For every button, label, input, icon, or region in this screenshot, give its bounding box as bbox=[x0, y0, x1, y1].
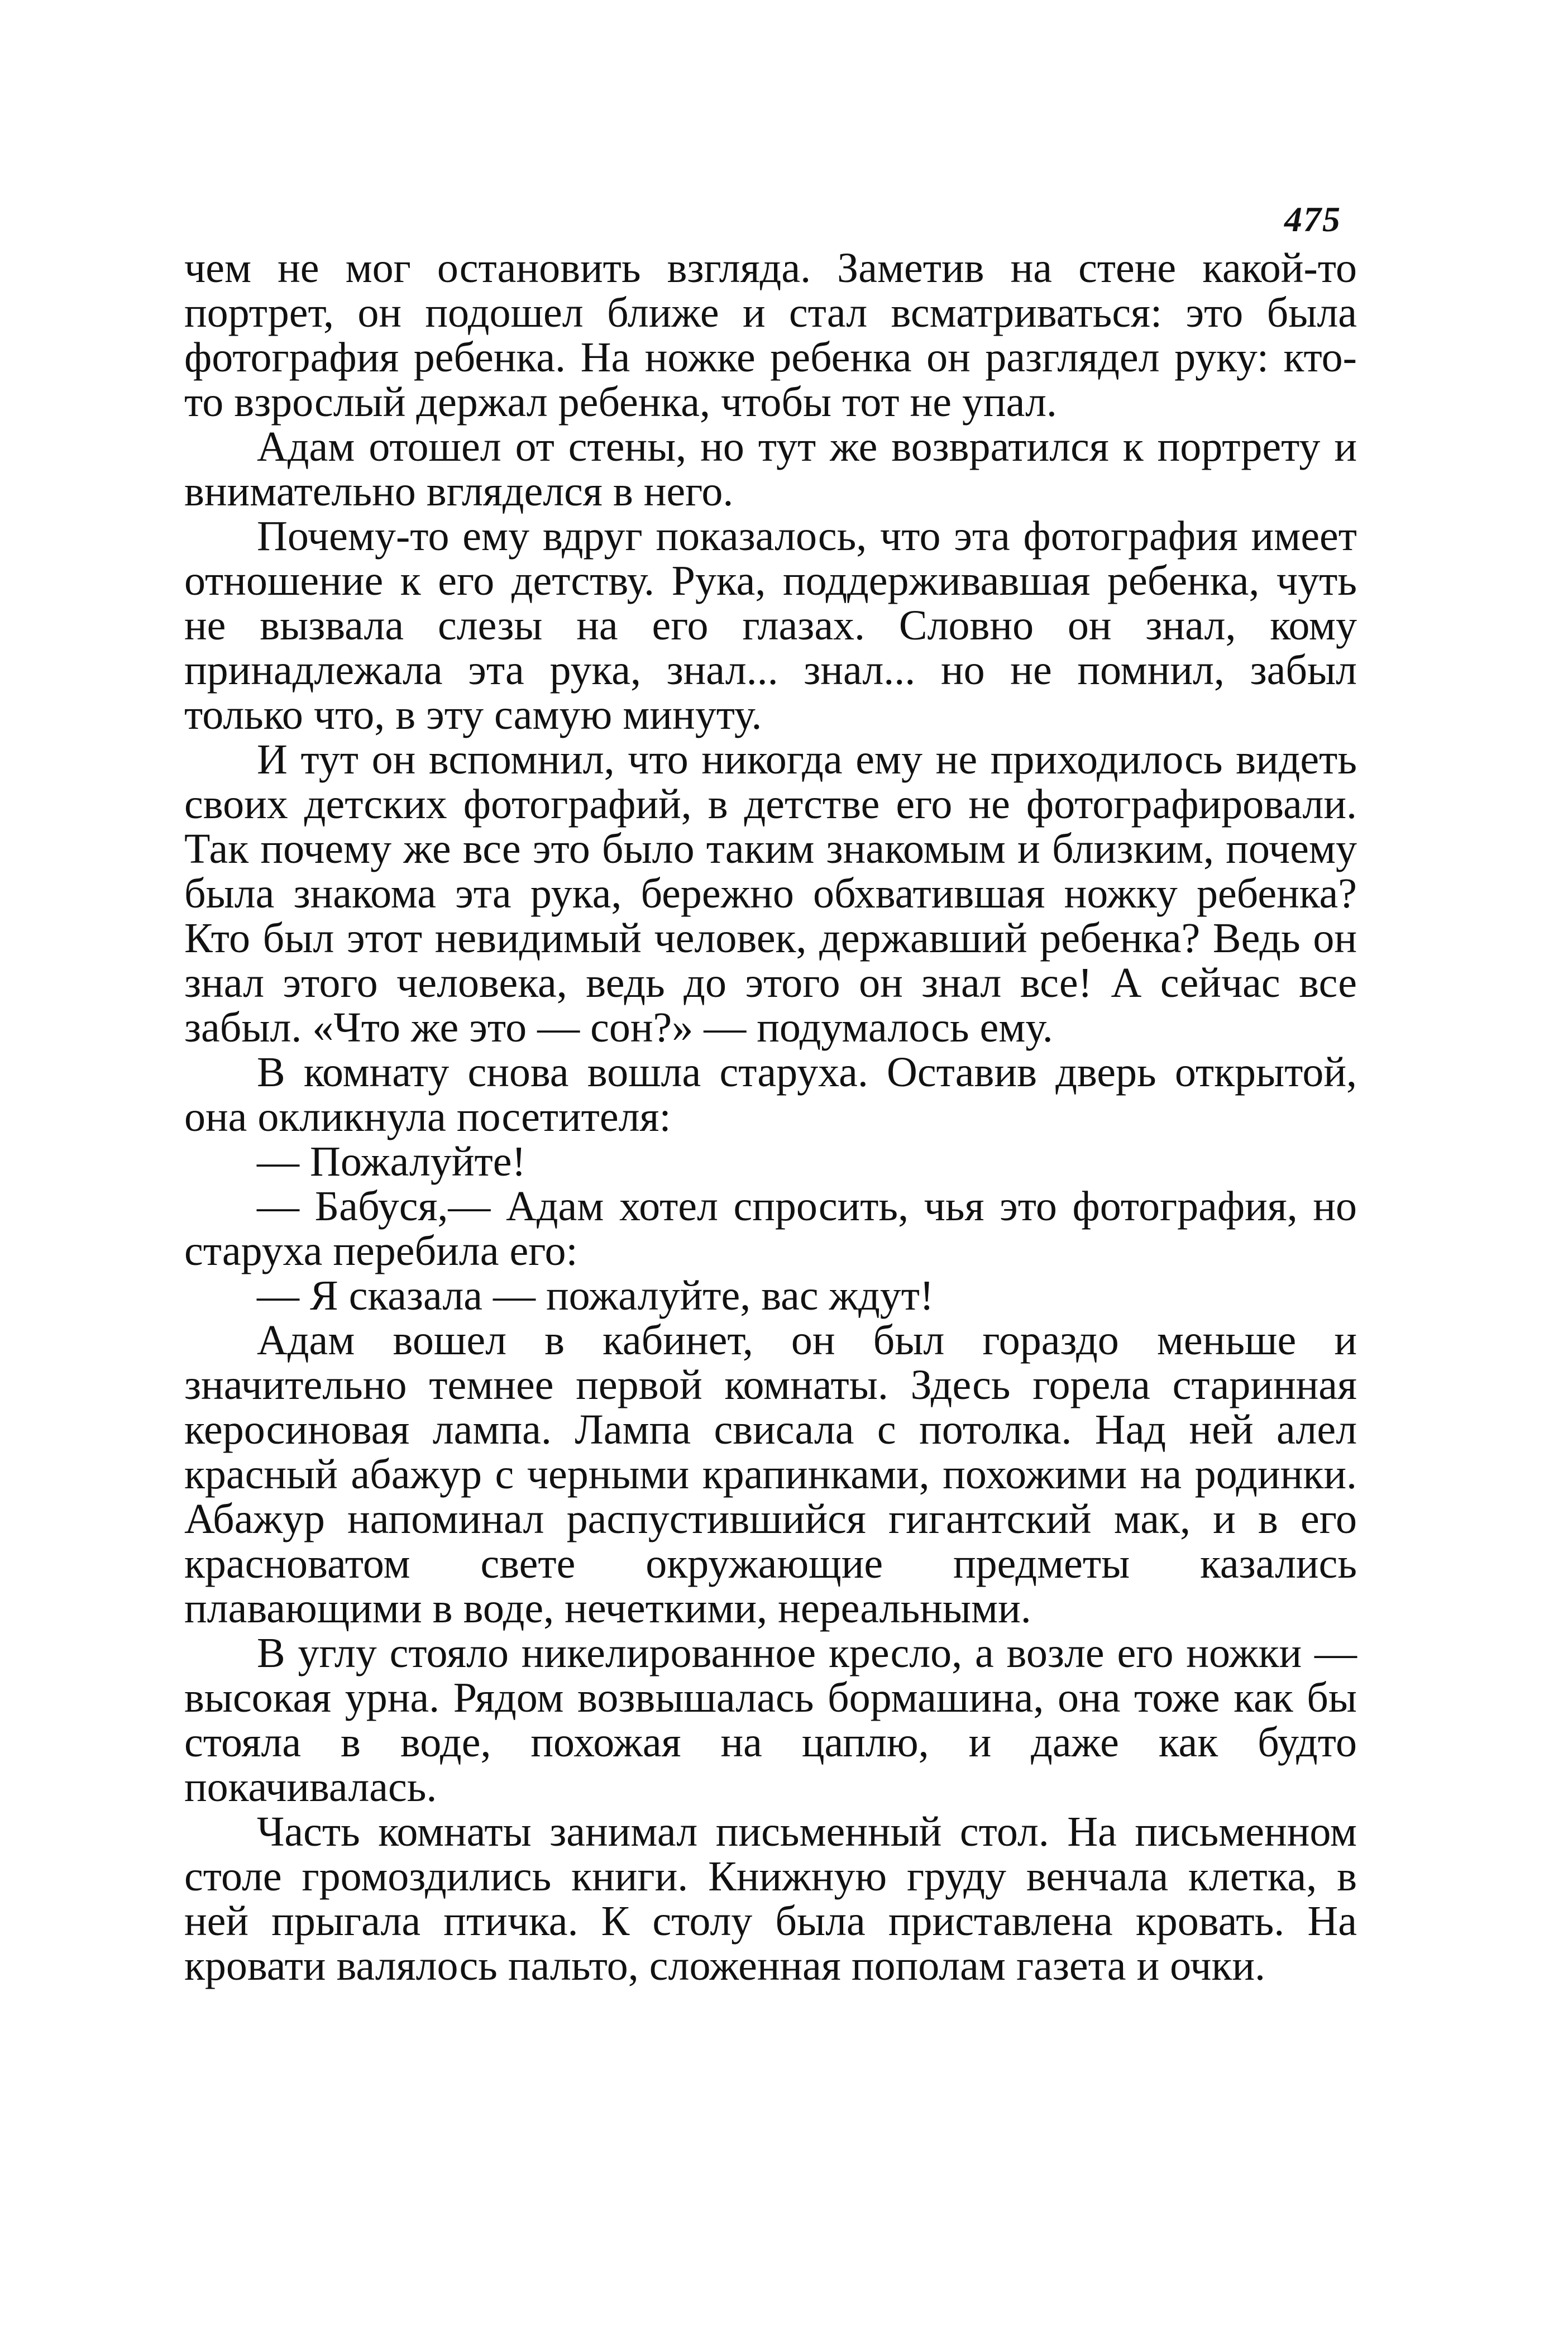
paragraph: Адам вошел в кабинет, он был гораздо меньше и значительно темнее первой комнаты. Здесь горела старинная керосиновая лампа. Лампа свисала с потолка. Над ней алел красный абажур с черными крапинками, похожими на родинки. Абажур напоминал распустившийся гигантский мак, и в его красноватом свете окружающие предметы казались плавающими в воде, нечеткими, нереальными. bbox=[184, 1317, 1357, 1632]
paragraph: И тут он вспомнил, что никогда ему не приходилось видеть своих детских фотографий, в детстве его не фотографировали. Так почему же все это было таким знакомым и близким, почему была знакома эта рука, бережно обхватившая ножку ребенка? Кто был этот невидимый человек, державший ребенка? Ведь он знал этого человека, ведь до этого он знал все! А сейчас все забыл. «Что же это — сон?» — подумалось ему. bbox=[184, 736, 1357, 1051]
paragraph: Почему-то ему вдруг показалось, что эта фотография имеет отношение к его детству. Рука, поддерживавшая ребенка, чуть не вызвала слезы на его глазах. Словно он знал, кому принадлежала эта рука, знал... знал... но не помнил, забыл только что, в эту самую минуту. bbox=[184, 513, 1357, 738]
dialogue-line: — Бабуся,— Адам хотел спросить, чья это фотография, но старуха перебила его: bbox=[184, 1183, 1357, 1274]
paragraph: чем не мог остановить взгляда. Заметив на стене какой-то портрет, он подошел ближе и стал всматриваться: это была фотография ребенка. На ножке ребенка он разглядел руку: кто-то взрослый держал ребенка, чтобы тот не упал. bbox=[184, 245, 1357, 426]
page-number: 475 bbox=[1284, 199, 1341, 239]
paragraph: Часть комнаты занимал письменный стол. На письменном столе громоздились книги. Книжную груду венчала клетка, в ней прыгала птичка. К столу была приставлена кровать. На кровати валялось пальто, сложенная пополам газета и очки. bbox=[184, 1808, 1357, 1989]
paragraph: В углу стояло никелированное кресло, а возле его ножки — высокая урна. Рядом возвышалась бормашина, она тоже как бы стояла в воде, похожая на цаплю, и даже как будто покачивалась. bbox=[184, 1630, 1357, 1811]
dialogue-line: — Я сказала — пожалуйте, вас ждут! bbox=[257, 1272, 934, 1319]
paragraph: Адам отошел от стены, но тут же возвратился к портрету и внимательно вгляделся в него. bbox=[184, 423, 1357, 515]
paragraph: В комнату снова вошла старуха. Оставив дверь открытой, она окликнула посетителя: bbox=[184, 1049, 1357, 1140]
dialogue-line: — Пожалуйте! bbox=[257, 1138, 526, 1185]
body-text bbox=[184, 246, 1357, 1988]
